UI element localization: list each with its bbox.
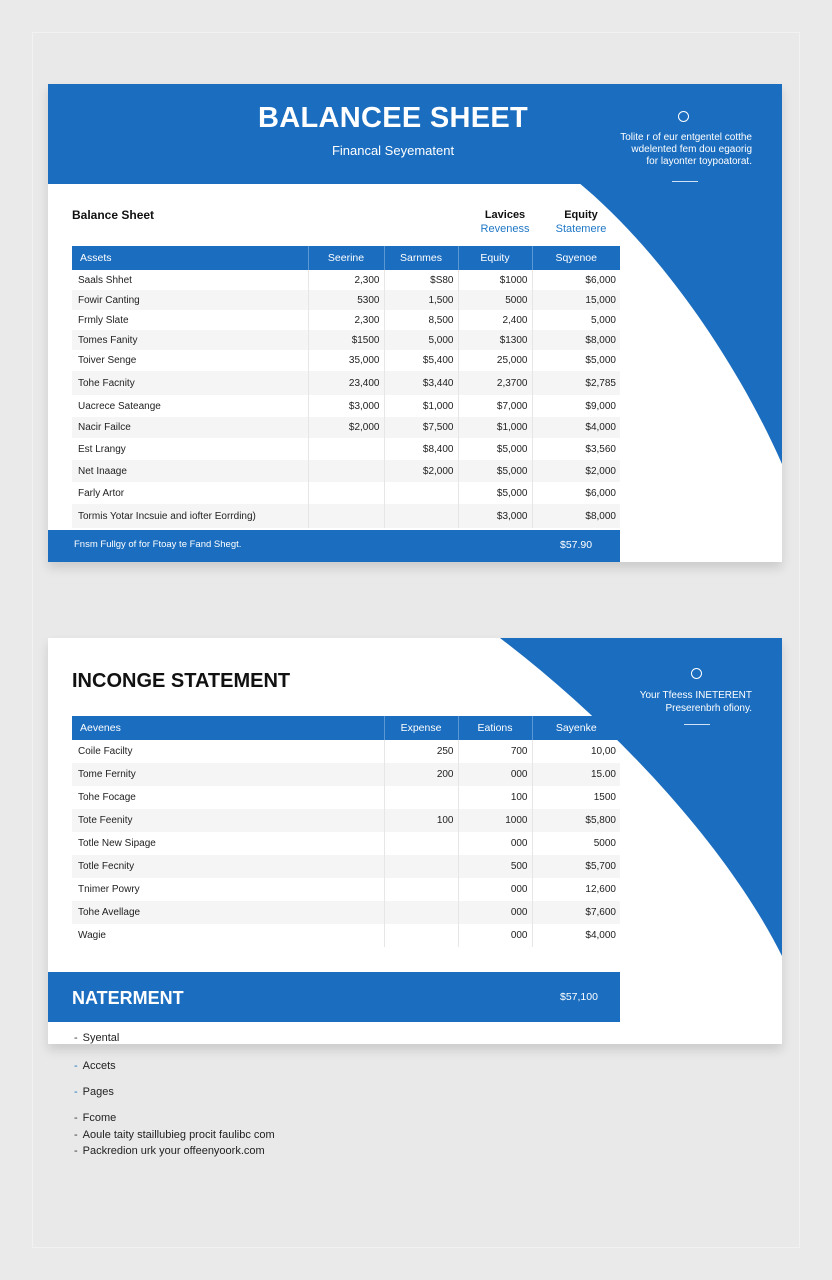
cell-value: 1,500 <box>384 290 458 310</box>
cell-value: 15,000 <box>532 290 620 310</box>
cell-value <box>384 855 458 878</box>
cell-value: 000 <box>458 763 532 786</box>
table-row <box>72 832 620 855</box>
row-label: Totle New Sipage <box>78 838 156 849</box>
header-note-line: wdelented fem dou egaorig <box>631 144 752 155</box>
column-header: Expense <box>384 716 458 740</box>
cell-value: 2,3700 <box>458 371 532 395</box>
table-row <box>72 417 620 438</box>
bullet-marker: - <box>74 1060 78 1072</box>
table-row <box>72 878 620 901</box>
row-label: Wagie <box>78 930 106 941</box>
cell-value: 500 <box>458 855 532 878</box>
bullet-marker: - <box>74 1129 78 1141</box>
cell-value: $2,785 <box>532 371 620 395</box>
section-title: Balance Sheet <box>72 208 155 222</box>
table-row <box>72 460 620 482</box>
cell-value: 8,500 <box>384 310 458 330</box>
cell-value: $8,000 <box>532 330 620 350</box>
cell-value: 5000 <box>458 290 532 310</box>
table-row <box>72 270 620 290</box>
cell-value: $6,000 <box>532 482 620 504</box>
table-row <box>72 809 620 832</box>
cell-value: $2,000 <box>384 460 458 482</box>
row-label: Saals Shhet <box>78 274 132 286</box>
cell-value: $5,800 <box>532 809 620 832</box>
cell-value: 5,000 <box>384 330 458 350</box>
cell-value: 1000 <box>458 809 532 832</box>
cell-value: $6,000 <box>532 270 620 290</box>
column-header: Seerine <box>308 246 384 270</box>
bullet-text: Syental <box>82 1032 120 1044</box>
cell-value: 15.00 <box>532 763 620 786</box>
bullet-text: Fcome <box>82 1112 117 1124</box>
table-row <box>72 438 620 460</box>
bullet-marker: - <box>74 1112 78 1124</box>
cell-value: $5,000 <box>458 438 532 460</box>
bullet-text: Pages <box>82 1086 114 1098</box>
cell-value: 5,000 <box>532 310 620 330</box>
cell-value: $5,000 <box>458 460 532 482</box>
info-icon <box>691 668 702 679</box>
cell-value: 5300 <box>308 290 384 310</box>
table-row <box>72 740 620 763</box>
cell-value: 000 <box>458 878 532 901</box>
footer-total: $57,100 <box>560 991 598 1003</box>
row-label: Totle Fecnity <box>72 855 384 878</box>
cell-value <box>308 460 384 482</box>
cell-value: $7,000 <box>458 395 532 417</box>
cell-value: 23,400 <box>308 371 384 395</box>
column-header: Sqyenoe <box>532 246 620 270</box>
cell-value: $2,000 <box>308 417 384 438</box>
cell-value: $3,440 <box>384 371 458 395</box>
cell-value: 100 <box>384 809 458 832</box>
row-label: Tormis Yotar Incsuie and iofter Eorrding) <box>72 504 308 528</box>
bullet-marker: - <box>74 1145 78 1157</box>
table-row <box>72 901 620 924</box>
cell-value: 2,400 <box>458 310 532 330</box>
footer-total: $57.90 <box>560 539 593 551</box>
table-row <box>72 330 620 350</box>
income-statement-table <box>72 716 620 947</box>
bullet-item <box>74 1112 116 1124</box>
cell-value: $1500 <box>308 330 384 350</box>
cell-value: $5,000 <box>458 482 532 504</box>
table-header-row <box>72 716 620 740</box>
cell-value: 10,00 <box>532 740 620 763</box>
column-header: Equity <box>458 246 532 270</box>
header-note-line: Your Tfeess INETERENT <box>639 690 752 701</box>
cell-value: $3,560 <box>532 438 620 460</box>
cell-value: $5,400 <box>384 350 458 371</box>
balance-sheet-card <box>48 84 782 562</box>
row-label: Uacrece Sateange <box>78 400 161 412</box>
row-label: Tohe Facnity <box>72 371 308 395</box>
header-note-line: Tolite r of eur entgentel cotthe <box>620 132 752 143</box>
bullet-marker: - <box>74 1086 78 1098</box>
income-statement-card <box>48 638 782 1044</box>
cell-value: $7,600 <box>532 901 620 924</box>
cell-value: $4,000 <box>532 417 620 438</box>
bullet-item <box>74 1129 275 1141</box>
cell-value: 2,300 <box>308 270 384 290</box>
bullet-text: Packredion urk your offeenyoork.com <box>82 1145 265 1157</box>
table-row <box>72 786 620 809</box>
column-header: Sarnmes <box>384 246 458 270</box>
cell-value: $8,400 <box>384 438 458 460</box>
cell-value: $S80 <box>384 270 458 290</box>
cell-value: 1500 <box>532 786 620 809</box>
cell-value: $9,000 <box>532 395 620 417</box>
table-header-row <box>72 246 620 270</box>
cell-value: 2,300 <box>308 310 384 330</box>
table-row <box>72 924 620 947</box>
cell-value: $4,000 <box>532 924 620 947</box>
header-label-bottom: Reveness <box>480 223 530 235</box>
table-row <box>72 371 620 395</box>
cell-value: 250 <box>384 740 458 763</box>
cell-value <box>384 482 458 504</box>
bullet-item <box>74 1060 116 1072</box>
cell-value <box>308 438 384 460</box>
row-label: Tomes Fanity <box>72 330 308 350</box>
footer-title: NATERMENT <box>72 988 184 1008</box>
row-label: Tote Feenity <box>72 809 384 832</box>
header-label-top: Equity <box>564 209 598 221</box>
table-row <box>72 763 620 786</box>
cell-value <box>384 786 458 809</box>
header-label-lavices <box>470 208 540 236</box>
table-row <box>72 395 620 417</box>
bullet-item <box>74 1086 114 1098</box>
header-note-line: for layonter toypoatorat. <box>646 156 752 167</box>
cell-value <box>308 482 384 504</box>
table-row <box>72 482 620 504</box>
cell-value: 35,000 <box>308 350 384 371</box>
row-label: Tohe Avellage <box>72 901 384 924</box>
cell-value: $5,000 <box>532 350 620 371</box>
cell-value: 5000 <box>532 832 620 855</box>
header-label-equity <box>546 208 616 236</box>
header-divider <box>684 724 710 725</box>
table-row <box>72 504 620 528</box>
cell-value: 25,000 <box>458 350 532 371</box>
balance-sheet-table <box>72 246 620 528</box>
cell-value: $1,000 <box>458 417 532 438</box>
cell-value: $3,000 <box>308 395 384 417</box>
bullet-text: Aoule taity staillubieg procit faulibc com <box>82 1129 275 1141</box>
cell-value: 200 <box>384 763 458 786</box>
bullet-marker: - <box>74 1032 78 1044</box>
header-label-top: Lavices <box>484 209 526 221</box>
cell-value: 700 <box>458 740 532 763</box>
cell-value: 000 <box>458 832 532 855</box>
row-label: Net Inaage <box>72 460 308 482</box>
row-label: Frmly Slate <box>78 314 129 326</box>
row-label: Farly Artor <box>78 487 125 499</box>
cell-value: $3,000 <box>458 504 532 528</box>
cell-value: $8,000 <box>532 504 620 528</box>
cell-value <box>384 878 458 901</box>
cell-value <box>384 924 458 947</box>
bullet-item <box>74 1145 265 1157</box>
page-subtitle: Financal Seyematent <box>331 143 455 158</box>
header-note-line: Preserenbrh ofiony. <box>665 703 752 714</box>
cell-value: $5,700 <box>532 855 620 878</box>
income-statement-footer <box>48 972 620 1022</box>
cell-value: $7,500 <box>384 417 458 438</box>
cell-value: $1000 <box>458 270 532 290</box>
row-label: Tohe Focage <box>78 792 136 803</box>
column-header: Aevenes <box>72 716 384 740</box>
bullet-item <box>74 1032 119 1044</box>
bullet-text: Accets <box>82 1060 116 1072</box>
table-row <box>72 290 620 310</box>
info-icon <box>678 111 689 122</box>
cell-value <box>384 901 458 924</box>
row-label: Nacir Failce <box>72 417 308 438</box>
balance-sheet-footer <box>48 530 620 562</box>
header-note <box>552 689 752 715</box>
row-label: Est Lrangy <box>78 443 126 455</box>
row-label: Tnimer Powry <box>78 884 140 895</box>
row-label: Toiver Senge <box>78 355 137 366</box>
header-note <box>552 132 752 168</box>
table-row <box>72 350 620 371</box>
footer-note: Fnsm Fullgy of for Ftoay te Fand Shegt. <box>74 539 242 550</box>
page-title: BALANCEE SHEET <box>257 102 529 134</box>
balance-sheet-header <box>48 84 782 184</box>
column-header: Assets <box>72 246 308 270</box>
cell-value: 12,600 <box>532 878 620 901</box>
cell-value <box>308 504 384 528</box>
table-row <box>72 310 620 330</box>
column-header: Eations <box>458 716 532 740</box>
cell-value: 100 <box>458 786 532 809</box>
row-label: Coile Facilty <box>78 746 133 757</box>
table-row <box>72 855 620 878</box>
cell-value: $2,000 <box>532 460 620 482</box>
income-statement-title: INCONGE STATEMENT <box>72 670 291 692</box>
row-label: Tome Fernity <box>72 763 384 786</box>
header-divider <box>672 181 698 182</box>
cell-value: 000 <box>458 924 532 947</box>
cell-value: $1300 <box>458 330 532 350</box>
cell-value: 000 <box>458 901 532 924</box>
header-label-bottom: Statemere <box>555 223 607 235</box>
column-header: Sayenke <box>532 716 620 740</box>
row-label: Fowir Canting <box>72 290 308 310</box>
cell-value <box>384 832 458 855</box>
cell-value <box>384 504 458 528</box>
cell-value: $1,000 <box>384 395 458 417</box>
